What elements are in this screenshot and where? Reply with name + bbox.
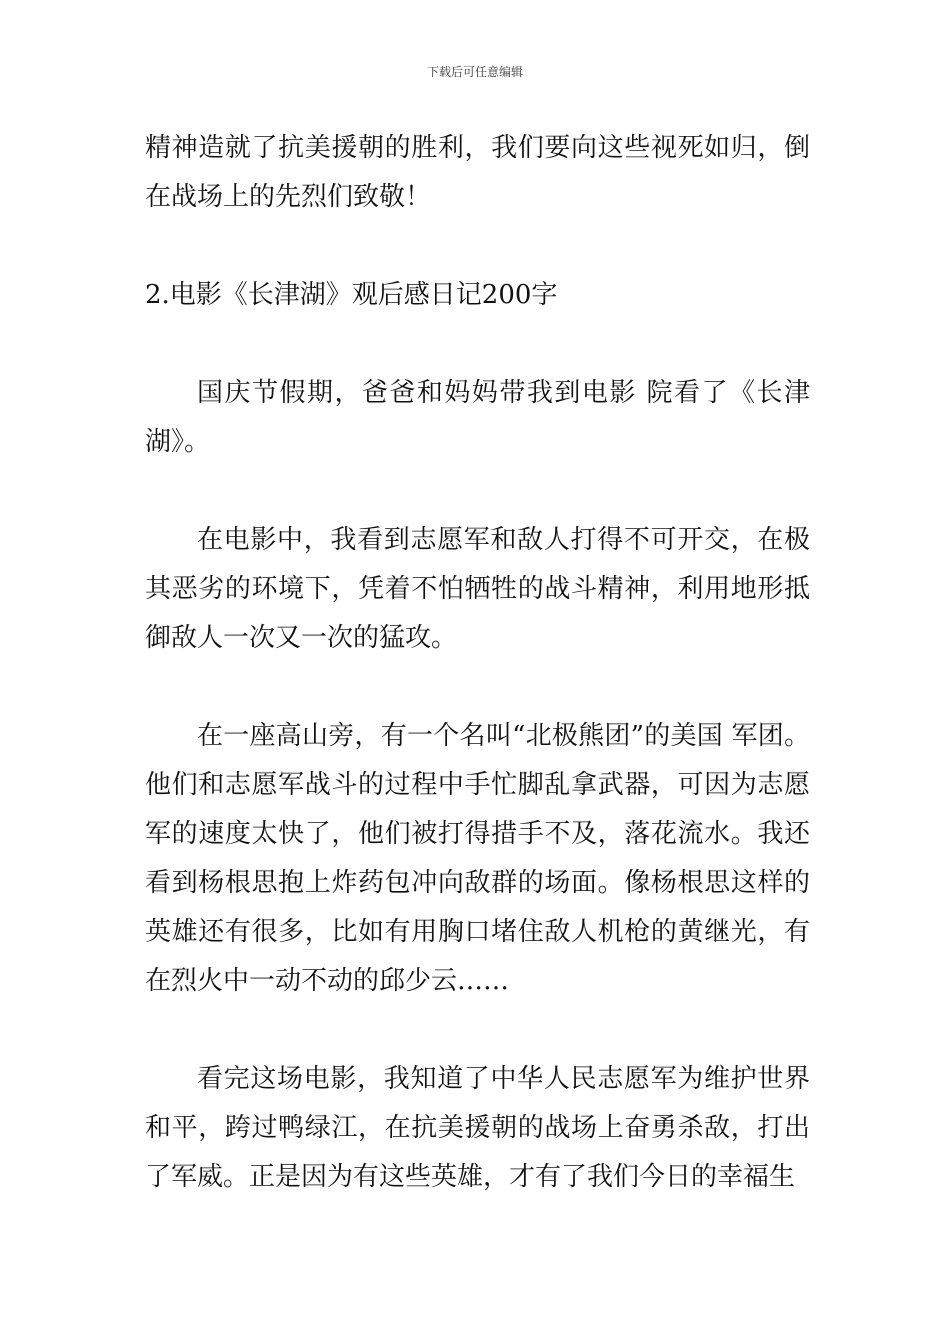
- body-paragraph-3: 在一座高山旁，有一个名叫“北极熊团”的美国 军团。他们和志愿军战斗的过程中手忙脚乱拿武器，可因为志愿军的速度太快了，他们被打得措手不及，落花流水。我还看到杨根思抱上炸药包冲向敌群的场面。像杨根思这样的英雄还有很多，比如有用胸口堵住敌人机枪的黄继光，有在烈火中一动不动的邱少云……: [145, 721, 810, 996]
- document-body: [145, 124, 810, 1202]
- page-header: 下载后可任意编辑: [426, 65, 523, 79]
- section-heading: 2.电影《长津湖》观后感日记200字: [145, 280, 558, 310]
- body-paragraph-4: 看完这场电影，我知道了中华人民志愿军为维护世界和平，跨过鸭绿江，在抗美援朝的战场上奋勇杀敌，打出了军威。正是因为有这些英雄，才有了我们今日的幸福生: [145, 1064, 810, 1192]
- continuation-paragraph: 精神造就了抗美援朝的胜利，我们要向这些视死如归，倒在战场上的先烈们致敬！: [145, 133, 810, 212]
- body-paragraph-1: 国庆节假期，爸爸和妈妈带我到电影 院看了《长津湖》。: [145, 378, 810, 457]
- body-paragraph-2: 在电影中，我看到志愿军和敌人打得不可开交，在极其恶劣的环境下，凭着不怕牺牲的战斗精神，利用地形抵御敌人一次又一次的猛攻。: [145, 525, 810, 653]
